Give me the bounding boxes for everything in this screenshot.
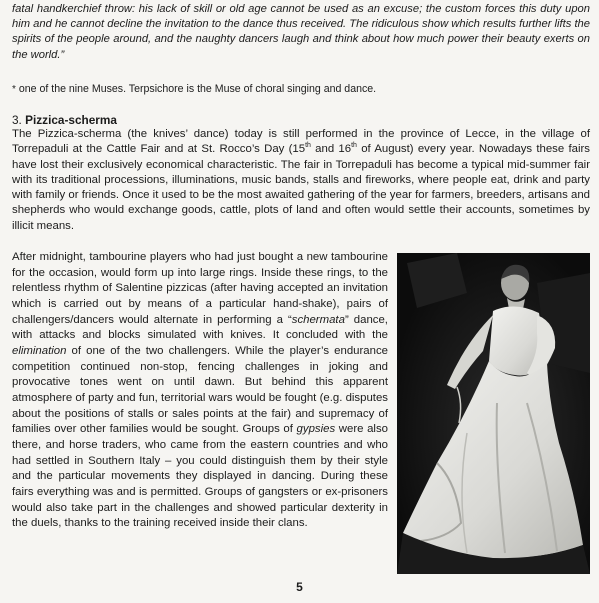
section-heading [12, 112, 117, 128]
page-number: 5 [296, 580, 303, 594]
body-paragraph [12, 250, 388, 532]
para1-sup-2: th [351, 142, 357, 150]
footnote-marker: * [12, 84, 16, 95]
para2-emphasis-schermata: schermata [291, 313, 345, 326]
para2-emphasis-elimination: elimination [12, 344, 67, 357]
footnote [12, 82, 590, 97]
section-title: Pizzica-scherma [25, 113, 117, 127]
para2-text-b: ” dance, with attacks and blocks simulated with knives. It concluded with the [12, 313, 388, 342]
para2-text-d: were also there, and horse traders, who came from the eastern countries and who had settled in Southern Italy – you could distinguish them by their style and the particular movements they displayed in dancing. During these fairs everything was and is permitted. Groups of gangsters or ex-prisoners would also take part in the challenges and showed particular dexterity in the duels, thanks to the training received inside their clans. [12, 423, 388, 530]
para1-text-a: The Pizzica-scherma (the knives’ dance) today is still performed in the province of Lecce, in the village of Torrepaduli at the Cattle Fair and at St. Rocco’s Day (15 [12, 128, 590, 156]
para1-text-b: and 16 [310, 143, 352, 156]
dancer-illustration [397, 253, 590, 574]
para2-text-c: of one of the two challengers. While the player’s endurance competition continued non-stop, fencing challenges in joking and provocative tones went on until dawn. But behind this apparent atmosphere of party and fun, territorial wars would be fought (e.g. disputes about the positions of stalls or sales points at the fair) and supremacy of families over other families would be sought. Groups of [12, 344, 388, 436]
section-number: 3. [12, 113, 26, 127]
para1-text-c: of August) every year. Nowadays these fairs have lost their exclusively economical characteristic. The fair in Torrepaduli has become a typical mid-summer fair with its traditional processions, illuminations, music bands, stalls and fireworks, where people eat, drink and party with family or friends. Once it used to be the most awaited gathering of the year for farmers, breeders, artisans and shepherds who would exchange goods, cattle, plots of land and often would settle their accounts, sometimes by illicit means. [12, 143, 590, 232]
para2-text-a: After midnight, tambourine players who had just bought a new tambourine for the occasion, would form up into large rings. Inside these rings, to the relentless rhythm of Salentine pizzicas (after having accepted an invitation which is carried out by means of a particular hand-shake), pairs of challengers/dancers would alternate in performing a “ [12, 251, 388, 326]
dancer-photo [397, 253, 590, 574]
para1-sup-1: th [305, 142, 311, 150]
intro-paragraph [12, 127, 590, 234]
footnote-text: one of the nine Muses. Terpsichore is the Muse of choral singing and dance. [15, 83, 377, 95]
para2-emphasis-gypsies: gypsies [296, 423, 336, 436]
intro-quote-paragraph: fatal handkerchief throw: his lack of skill or old age cannot be used as an excuse; the custom forces this duty upon him and he cannot decline the invitation to the dance thus received. The ridiculous show which results further lifts the spirits of the people around, and the naughty dancers laugh and think about how much power their beauty exerts on the world.” [12, 3, 590, 61]
